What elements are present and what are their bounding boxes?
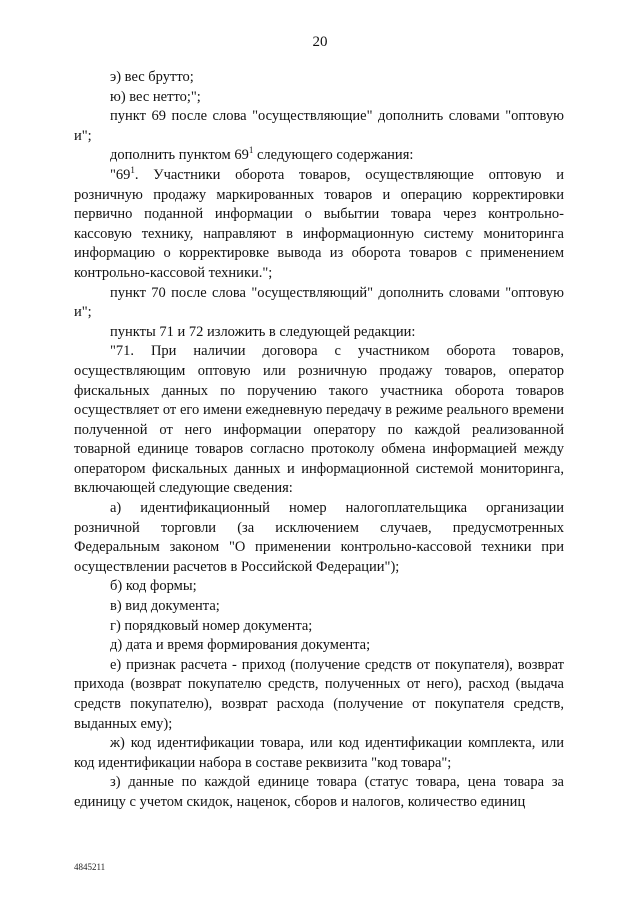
paragraph: д) дата и время формирования документа; bbox=[110, 637, 371, 654]
document-id: 4845211 bbox=[74, 862, 106, 872]
paragraph: пункт 69 после слова "осуществляющие" дополнить словами "оптовую и"; bbox=[74, 108, 564, 144]
paragraph: э) вес брутто; bbox=[110, 69, 194, 85]
paragraph: г) порядковый номер документа; bbox=[110, 617, 313, 634]
paragraph: дополнить пунктом $69^1$ следующего содержания: bbox=[110, 145, 414, 164]
paragraph: пункт 70 после слова "осуществляющий" дополнить словами "оптовую и"; bbox=[74, 284, 564, 321]
superscript: 1 bbox=[248, 145, 254, 156]
paragraph: в) вид документа; bbox=[110, 598, 220, 615]
page-number: 20 bbox=[312, 34, 328, 50]
paragraph: ю) вес нетто;"; bbox=[110, 88, 201, 105]
paragraph: пункты 71 и 72 изложить в следующей редакции: bbox=[110, 323, 416, 340]
paragraph: а) идентификационный номер налогоплательщика организации розничной торговли (за исключением случаев, предусмотренных Федеральным законом "О применении контрольно-кассовой техники при осуществлении расчетов в Российской Федерации"); bbox=[74, 500, 564, 575]
paragraph: ж) код идентификации товара, или код идентификации комплекта, или код идентификации набора в составе реквизита "код товара"; bbox=[74, 735, 564, 771]
paragraph: "$69^1$. Участники оборота товаров, осуществляющие оптовую и розничную продажу маркированных товаров и операцию корректировки первично поданной информации о выбытии товара через контрольно-кассовую технику, направляют в информационную систему мониторинга информацию о корректировке вывода из оборота товаров с применением контрольно-кассовой техники."; bbox=[74, 165, 564, 281]
superscript: 1 bbox=[130, 165, 135, 176]
document-body bbox=[74, 68, 564, 813]
paragraph: "71. При наличии договора с участником оборота товаров, осуществляющим оптовую или розничную продажу товаров, оператор фискальных данных по поручению такого участника оборота товаров осуществляет от его имени ежедневную передачу в режиме реального времени полученной от него информации оператору по каждой реализованной товарной единице товаров согласно протоколу обмена информацией между оператором фискальных данных и информационной системой мониторинга, включающей следующие сведения: bbox=[74, 343, 564, 497]
paragraph: б) код формы; bbox=[110, 578, 197, 595]
paragraph: е) признак расчета - приход (получение средств от покупателя), возврат прихода (возврат покупателю средств, полученных от него), расход (выдача средств покупателю), возврат расхода (получение от покупателя средств, выданных ему); bbox=[74, 656, 564, 732]
paragraph: з) данные по каждой единице товара (статус товара, цена товара за единицу с учетом скидок, наценок, сборов и налогов, количество единиц bbox=[74, 774, 564, 810]
